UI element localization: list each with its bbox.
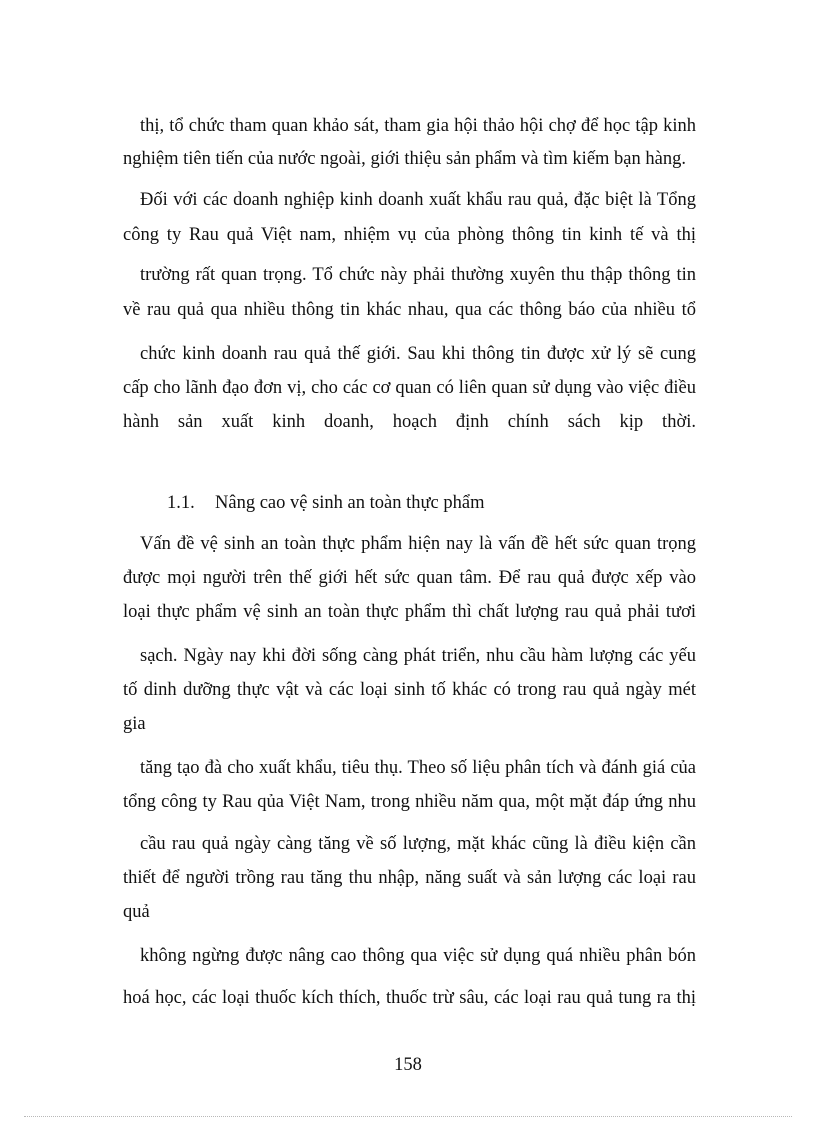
- text-line: chức kinh doanh rau quả thế giới. Sau khi thông tin được xử lý sẽ cung: [140, 344, 696, 364]
- text-line: nghiệm tiên tiến của nước ngoài, giới thiệu sản phẩm và tìm kiếm bạn hàng.: [123, 149, 686, 169]
- page-number: 158: [394, 1055, 422, 1075]
- page-bottom-divider: [24, 1116, 792, 1117]
- section-number: 1.1.: [167, 493, 195, 513]
- text-line: không ngừng được nâng cao thông qua việc sử dụng quá nhiều phân bón: [140, 946, 696, 966]
- text-line: thiết để người trồng rau tăng thu nhập, năng suất và sản lượng các loại rau: [123, 868, 696, 888]
- text-line: tố dinh dưỡng thực vật và các loại sinh tố khác có trong rau quả ngày mét: [123, 680, 696, 700]
- text-line: gia: [123, 714, 146, 734]
- text-line: thị, tổ chức tham quan khảo sát, tham gia hội thảo hội chợ để học tập kinh: [140, 116, 696, 136]
- text-line: loại thực phẩm vệ sinh an toàn thực phẩm thì chất lượng rau quả phải tươi: [123, 602, 696, 622]
- section-heading: [167, 491, 484, 515]
- text-line: về rau quả qua nhiều thông tin khác nhau, qua các thông báo của nhiều tổ: [123, 300, 696, 320]
- text-line: công ty Rau quả Việt nam, nhiệm vụ của phòng thông tin kinh tế và thị: [123, 225, 696, 245]
- text-line: Vấn đề vệ sinh an toàn thực phẩm hiện nay là vấn đề hết sức quan trọng: [140, 534, 696, 554]
- text-line: sạch. Ngày nay khi đời sống càng phát triển, nhu cầu hàm lượng các yếu: [140, 646, 696, 666]
- text-line: quả: [123, 902, 150, 922]
- text-line: Đối với các doanh nghiệp kinh doanh xuất khẩu rau quả, đặc biệt là Tổng: [140, 190, 696, 210]
- text-line: cấp cho lãnh đạo đơn vị, cho các cơ quan có liên quan sử dụng vào việc điều: [123, 378, 696, 398]
- section-title: Nâng cao vệ sinh an toàn thực phẩm: [215, 493, 485, 513]
- text-line: hoá học, các loại thuốc kích thích, thuốc trừ sâu, các loại rau quả tung ra thị: [123, 988, 696, 1008]
- text-line: được mọi người trên thế giới hết sức quan tâm. Để rau quả được xếp vào: [123, 568, 696, 588]
- text-line: tổng công ty Rau qủa Việt Nam, trong nhiều năm qua, một mặt đáp ứng nhu: [123, 792, 696, 812]
- text-line: cầu rau quả ngày càng tăng về số lượng, mặt khác cũng là điều kiện cần: [140, 834, 696, 854]
- text-line: trường rất quan trọng. Tổ chức này phải thường xuyên thu thập thông tin: [140, 265, 696, 285]
- text-line: hành sản xuất kinh doanh, hoạch định chính sách kịp thời.: [123, 412, 696, 432]
- text-line: tăng tạo đà cho xuất khẩu, tiêu thụ. Theo số liệu phân tích và đánh giá của: [140, 758, 696, 778]
